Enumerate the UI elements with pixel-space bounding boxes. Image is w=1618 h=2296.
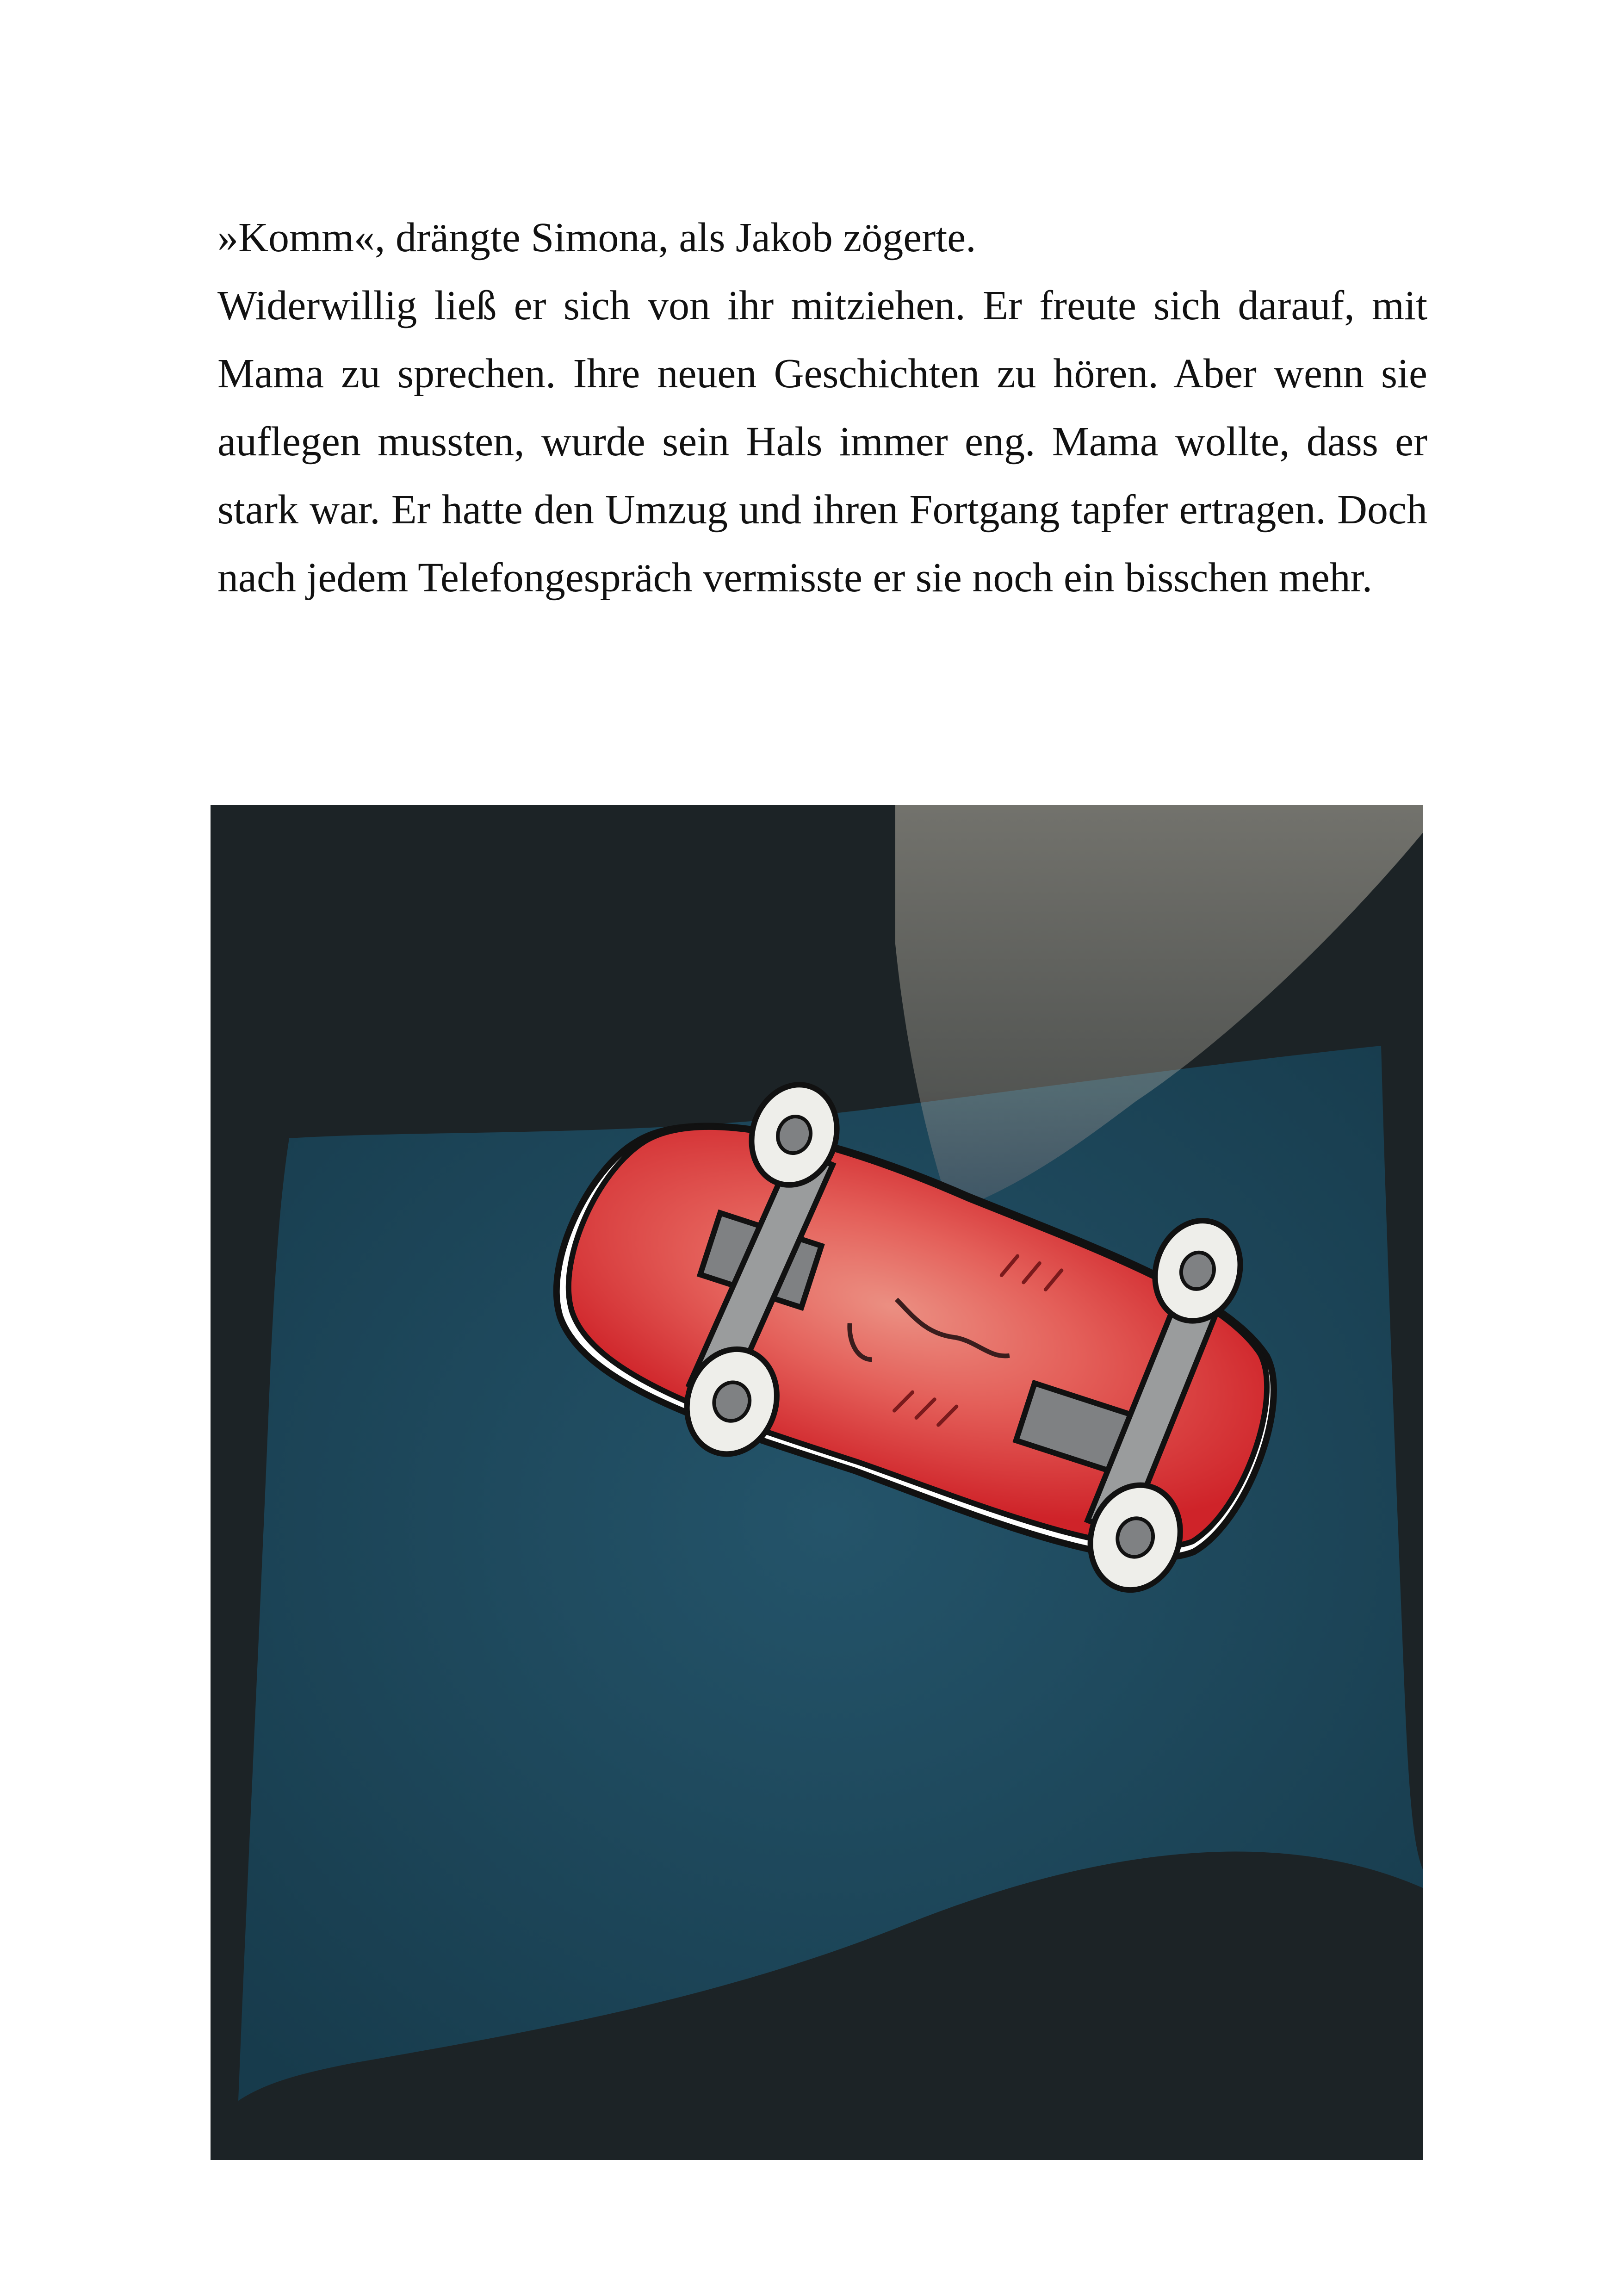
skateboard-illustration	[211, 805, 1423, 2160]
paragraph-2: Widerwillig ließ er sich von ihr mitziehen. Er freute sich darauf, mit Mama zu sprechen. Ihre neuen Geschichten zu hören. Aber wenn sie auflegen mussten, wurde sein Hals immer eng. Mama wollte, dass er stark war. Er hatte den Umzug und ihren Fortgang tapfer ertragen. Doch nach jedem Telefongespräch vermisste er sie noch ein bisschen mehr.	[217, 283, 1427, 601]
paragraph-1: »Komm«, drängte Simona, als Jakob zögerte.	[217, 215, 976, 261]
text-block	[217, 204, 1427, 612]
